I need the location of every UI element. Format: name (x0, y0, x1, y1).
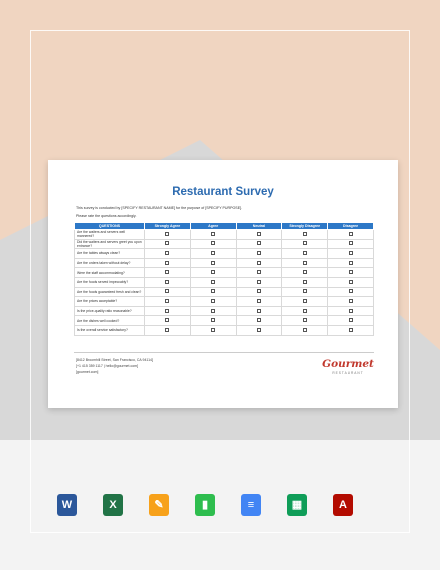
rating-cell (328, 306, 374, 316)
rating-cell (236, 287, 282, 297)
question-cell: Are the orders taken without delay? (75, 258, 145, 268)
rating-checkbox[interactable] (303, 241, 307, 245)
rating-checkbox[interactable] (303, 232, 307, 236)
rating-checkbox[interactable] (303, 280, 307, 284)
rating-checkbox[interactable] (211, 328, 215, 332)
rating-checkbox[interactable] (303, 289, 307, 293)
rating-checkbox[interactable] (165, 289, 169, 293)
footer-website: [gourmet.com] (76, 370, 99, 374)
gourmet-logo (320, 359, 376, 375)
table-row (75, 249, 374, 259)
rating-cell (190, 297, 236, 307)
header-agree: Agree (190, 223, 236, 230)
header-disagree: Disagree (328, 223, 374, 230)
table-row (75, 277, 374, 287)
rating-cell (282, 306, 328, 316)
rating-cell (145, 239, 191, 249)
rating-checkbox[interactable] (211, 251, 215, 255)
document-preview[interactable] (48, 160, 398, 408)
rating-checkbox[interactable] (257, 289, 261, 293)
logo-tagline: RESTAURANT (332, 371, 364, 375)
rating-checkbox[interactable] (303, 318, 307, 322)
rating-cell (190, 306, 236, 316)
table-row (75, 268, 374, 278)
rating-checkbox[interactable] (165, 270, 169, 274)
rating-checkbox[interactable] (211, 261, 215, 265)
rating-cell (282, 277, 328, 287)
rating-checkbox[interactable] (349, 270, 353, 274)
footer-divider (74, 352, 374, 353)
rating-cell (236, 230, 282, 240)
rating-checkbox[interactable] (165, 280, 169, 284)
rating-cell (282, 297, 328, 307)
question-cell: Are the prices acceptable? (75, 297, 145, 307)
pdf-icon[interactable]: A (333, 494, 353, 516)
rating-cell (328, 316, 374, 326)
table-row (75, 325, 374, 335)
rating-cell (190, 230, 236, 240)
rating-cell (190, 239, 236, 249)
rating-checkbox[interactable] (303, 251, 307, 255)
rating-checkbox[interactable] (303, 309, 307, 313)
rating-cell (236, 277, 282, 287)
rating-checkbox[interactable] (303, 270, 307, 274)
rating-cell (236, 325, 282, 335)
rating-cell (145, 268, 191, 278)
rating-cell (328, 325, 374, 335)
rating-checkbox[interactable] (349, 299, 353, 303)
google-docs-icon[interactable]: ≡ (241, 494, 261, 516)
table-row (75, 230, 374, 240)
rating-cell (190, 258, 236, 268)
rating-checkbox[interactable] (303, 261, 307, 265)
question-cell: Are the foods guaranteed fresh and clean? (75, 287, 145, 297)
rating-checkbox[interactable] (257, 299, 261, 303)
rating-checkbox[interactable] (303, 328, 307, 332)
header-neutral: Neutral (236, 223, 282, 230)
rating-cell (190, 277, 236, 287)
rating-checkbox[interactable] (349, 309, 353, 313)
rating-cell (236, 297, 282, 307)
rating-checkbox[interactable] (211, 299, 215, 303)
document-title: Restaurant Survey (172, 186, 274, 198)
rating-cell (328, 297, 374, 307)
question-cell: Did the waiters and servers greet you upon entrance? (75, 239, 145, 249)
rating-checkbox[interactable] (349, 328, 353, 332)
rating-cell (145, 325, 191, 335)
survey-table (74, 222, 374, 336)
intro-text: This survey is conducted by [SPECIFY RESTAURANT NAME] for the purpose of [SPECIFY PURPOSE]. (76, 206, 243, 210)
rating-checkbox[interactable] (349, 232, 353, 236)
logo-name: Gourmet (322, 358, 374, 370)
rating-cell (282, 316, 328, 326)
rating-checkbox[interactable] (257, 241, 261, 245)
footer-contact: [+1 415 359 1117 | hello@gourmet.com] (76, 364, 139, 368)
rating-cell (282, 249, 328, 259)
rating-cell (328, 230, 374, 240)
rating-checkbox[interactable] (211, 241, 215, 245)
rating-checkbox[interactable] (165, 328, 169, 332)
header-questions: QUESTIONS (75, 223, 145, 230)
question-cell: Is the overall service satisfactory? (75, 325, 145, 335)
rating-checkbox[interactable] (165, 261, 169, 265)
rating-cell (282, 239, 328, 249)
rating-cell (328, 258, 374, 268)
rating-checkbox[interactable] (165, 299, 169, 303)
instruction-text: Please rate the questions accordingly. (76, 214, 137, 218)
rating-checkbox[interactable] (165, 232, 169, 236)
google-sheets-icon[interactable]: ▦ (287, 494, 307, 516)
rating-checkbox[interactable] (349, 241, 353, 245)
rating-cell (236, 268, 282, 278)
header-strongly-disagree: Strongly Disagree (282, 223, 328, 230)
rating-cell (236, 249, 282, 259)
rating-checkbox[interactable] (257, 270, 261, 274)
rating-checkbox[interactable] (257, 261, 261, 265)
file-format-icons (57, 494, 387, 518)
rating-cell (328, 239, 374, 249)
rating-checkbox[interactable] (165, 251, 169, 255)
question-cell: Are the tables always clean? (75, 249, 145, 259)
rating-cell (328, 268, 374, 278)
rating-checkbox[interactable] (349, 261, 353, 265)
rating-checkbox[interactable] (165, 309, 169, 313)
rating-cell (282, 325, 328, 335)
footer-address: [8412 Broomhill Street, San Francisco, CA 94114] (76, 358, 153, 362)
rating-cell (190, 325, 236, 335)
question-cell: Are the waiters and servers well mannered? (75, 230, 145, 240)
rating-checkbox[interactable] (349, 318, 353, 322)
rating-checkbox[interactable] (257, 251, 261, 255)
table-row (75, 287, 374, 297)
rating-checkbox[interactable] (211, 318, 215, 322)
rating-checkbox[interactable] (257, 232, 261, 236)
rating-cell (145, 258, 191, 268)
rating-cell (190, 249, 236, 259)
rating-checkbox[interactable] (211, 270, 215, 274)
rating-checkbox[interactable] (211, 289, 215, 293)
rating-cell (328, 249, 374, 259)
rating-cell (145, 230, 191, 240)
rating-cell (145, 306, 191, 316)
rating-checkbox[interactable] (165, 241, 169, 245)
rating-cell (236, 306, 282, 316)
rating-checkbox[interactable] (211, 309, 215, 313)
table-row (75, 316, 374, 326)
rating-checkbox[interactable] (349, 289, 353, 293)
table-row (75, 297, 374, 307)
rating-checkbox[interactable] (257, 328, 261, 332)
rating-cell (328, 277, 374, 287)
rating-checkbox[interactable] (349, 280, 353, 284)
rating-cell (190, 287, 236, 297)
rating-cell (282, 268, 328, 278)
table-header-row (75, 223, 374, 230)
question-cell: Were the staff accommodating? (75, 268, 145, 278)
rating-checkbox[interactable] (211, 280, 215, 284)
pages-icon[interactable]: ✎ (149, 494, 169, 516)
table-row (75, 306, 374, 316)
excel-icon[interactable]: X (103, 494, 123, 516)
rating-cell (190, 316, 236, 326)
rating-cell (282, 287, 328, 297)
numbers-icon[interactable]: ▮ (195, 494, 215, 516)
rating-cell (145, 316, 191, 326)
rating-checkbox[interactable] (303, 299, 307, 303)
rating-cell (236, 316, 282, 326)
header-strongly-agree: Strongly Agree (145, 223, 191, 230)
table-row (75, 239, 374, 249)
question-cell: Are the foods served impeccably? (75, 277, 145, 287)
rating-cell (145, 287, 191, 297)
question-cell: Are the dishes well cooked? (75, 316, 145, 326)
rating-cell (190, 268, 236, 278)
rating-cell (236, 258, 282, 268)
rating-checkbox[interactable] (211, 232, 215, 236)
rating-cell (145, 297, 191, 307)
rating-cell (145, 249, 191, 259)
rating-checkbox[interactable] (257, 280, 261, 284)
rating-checkbox[interactable] (349, 251, 353, 255)
table-row (75, 258, 374, 268)
rating-checkbox[interactable] (257, 309, 261, 313)
rating-checkbox[interactable] (165, 318, 169, 322)
rating-cell (282, 230, 328, 240)
rating-checkbox[interactable] (257, 318, 261, 322)
rating-cell (145, 277, 191, 287)
rating-cell (282, 258, 328, 268)
word-icon[interactable]: W (57, 494, 77, 516)
rating-cell (328, 287, 374, 297)
question-cell: Is the price-quality ratio reasonable? (75, 306, 145, 316)
rating-cell (236, 239, 282, 249)
